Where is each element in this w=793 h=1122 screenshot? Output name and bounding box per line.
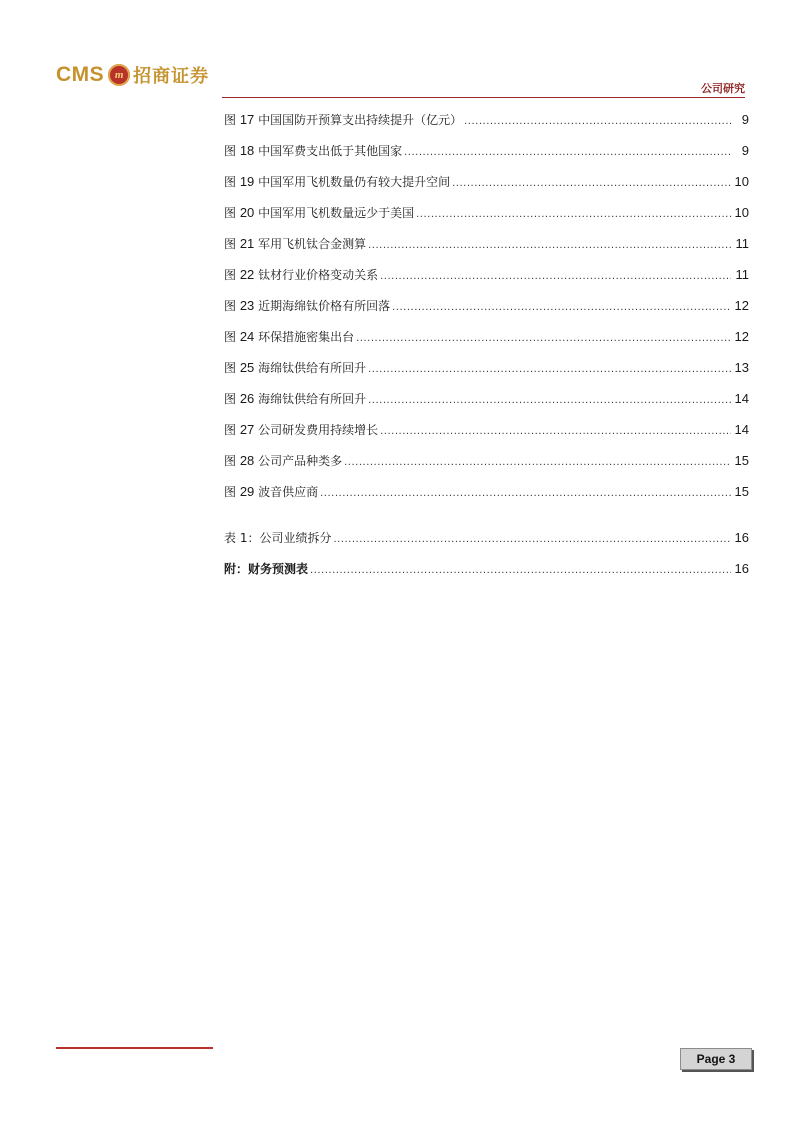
toc-entry[interactable] [224,476,749,507]
toc-entry[interactable] [224,228,749,259]
toc-table-label: 表 1：公司业绩拆分 [224,531,332,545]
toc-page-number: 13 [734,360,749,375]
toc-page-number: 12 [734,298,749,313]
toc-entry-label: 图 25 海绵钛供给有所回升 [224,360,367,375]
toc-entry[interactable] [224,166,749,197]
toc-entry[interactable] [224,135,749,166]
toc-page-number: 11 [735,236,749,251]
table-of-contents [224,104,749,584]
toc-entry[interactable] [224,383,749,414]
toc-entry[interactable] [224,414,749,445]
toc-entry-label: 图 20 中国军用飞机数量远少于美国 [224,205,415,220]
toc-leader-dots [380,261,731,292]
toc-entry-label: 图 26 海绵钛供给有所回升 [224,391,367,406]
toc-entry[interactable] [224,290,749,321]
toc-page-number: 16 [734,561,749,576]
toc-entry-label: 图 18 中国军费支出低于其他国家 [224,143,403,158]
toc-leader-dots [310,555,731,586]
logo-chinese-name: 招商证券 [133,66,210,87]
toc-entry[interactable] [224,259,749,290]
toc-entry[interactable] [224,197,749,228]
toc-table-label: 附：财务预测表 [224,562,309,576]
toc-page-number: 11 [735,267,749,282]
toc-table-entry[interactable] [224,553,749,584]
toc-spacer [224,507,749,522]
toc-leader-dots [392,292,731,323]
toc-leader-dots [380,416,731,447]
toc-page-number: 10 [734,205,749,220]
toc-leader-dots [368,230,731,261]
toc-table-entry[interactable] [224,522,749,553]
toc-entry[interactable] [224,352,749,383]
toc-leader-dots [320,478,731,509]
toc-page-number: 15 [734,484,749,499]
toc-page-number: 10 [734,174,749,189]
toc-leader-dots [333,524,731,555]
toc-leader-dots [452,168,731,199]
toc-leader-dots [416,199,731,230]
toc-entry-label: 图 17 中国国防开预算支出持续提升（亿元） [224,112,463,127]
toc-entry-label: 图 22 钛材行业价格变动关系 [224,267,379,282]
toc-entry-label: 图 19 中国军用飞机数量仍有较大提升空间 [224,174,451,189]
toc-leader-dots [344,447,731,478]
toc-leader-dots [368,385,731,416]
toc-entry[interactable] [224,445,749,476]
toc-page-number: 14 [734,391,749,406]
toc-page-number: 9 [741,112,749,127]
page-header [0,0,793,100]
toc-page-number: 9 [741,143,749,158]
toc-leader-dots [368,354,731,385]
toc-entry-label: 图 27 公司研发费用持续增长 [224,422,379,437]
company-logo [56,60,209,90]
toc-entry-label: 图 21 军用飞机钛合金测算 [224,236,367,251]
toc-entry-label: 图 23 近期海绵钛价格有所回落 [224,298,391,313]
toc-entry-label: 图 28 公司产品种类多 [224,453,343,468]
toc-entry[interactable] [224,104,749,135]
section-label: 公司研究 [701,82,745,95]
header-divider [222,97,745,98]
toc-leader-dots [404,137,731,168]
toc-page-number: 14 [734,422,749,437]
page-number-badge: Page 3 [680,1048,752,1070]
logo-cms-text: CMS [56,63,105,86]
logo-emblem-letter: m [114,68,124,81]
toc-leader-dots [464,106,731,137]
toc-entry-label: 图 24 环保措施密集出台 [224,329,355,344]
footer-divider [56,1047,213,1049]
toc-page-number: 16 [734,530,749,545]
toc-page-number: 12 [734,329,749,344]
toc-entry[interactable] [224,321,749,352]
toc-entry-label: 图 29 波音供应商 [224,484,319,499]
toc-leader-dots [356,323,731,354]
logo-emblem-icon [108,64,130,86]
toc-page-number: 15 [734,453,749,468]
